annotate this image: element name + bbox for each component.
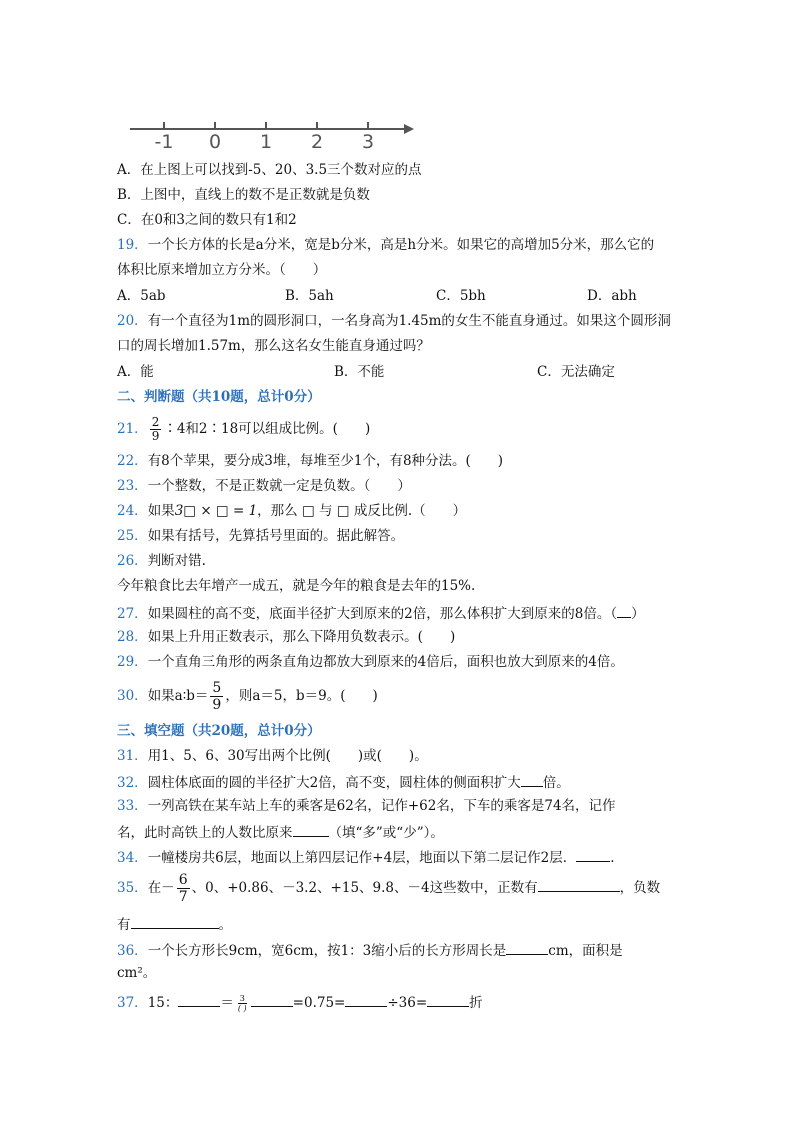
q24 — [117, 502, 466, 520]
question-text: 、0、+0.86、－3.2、+15、9.8、－4这些数中，正数有 — [191, 880, 538, 896]
q27: 27．如果圆柱的高不变，底面半径扩大到原来的2倍，那么体积扩大到原来的8倍。（ ） — [117, 603, 645, 623]
q20-line2: 口的周长增加1.57m，那么这名女生能直身通过吗？ — [117, 338, 430, 354]
question-text: 有一个直径为1m的圆形洞口，一名身高为1.45m的女生不能直身通过。如果这个圆形洞 — [147, 313, 671, 329]
q26-line2: 今年粮食比去年增产一成五，就是今年的粮食是去年的15%. — [117, 578, 476, 594]
question-text: ，则a＝5，b＝9。( ) — [225, 688, 378, 704]
question-text: 如果有括号，先算括号里面的。据此解答。 — [147, 528, 405, 544]
question-number: 30． — [117, 688, 148, 704]
question-number: 23． — [117, 478, 148, 494]
answer-blank[interactable] — [427, 992, 469, 1007]
q19-line1 — [117, 236, 654, 254]
section-heading-fill-in: 三、填空题（共20题，总计0分） — [117, 723, 321, 739]
q36-line1: 36．一个长方形长9cm，宽6cm，按1：3缩小后的长方形周长是 cm，面积是 — [117, 940, 623, 960]
answer-blank[interactable] — [506, 940, 548, 955]
q19-line2: 体积比原来增加立方分米。（ ） — [117, 262, 327, 278]
q31 — [117, 747, 428, 765]
question-number: 20． — [117, 313, 148, 329]
question-text: 如果上升用正数表示，那么下降用负数表示。( ) — [147, 629, 456, 645]
q33-line2: 名，此时高铁上的人数比原来 （填“多”或“少”）。 — [117, 822, 444, 842]
answer-blank[interactable] — [617, 603, 631, 618]
q25 — [117, 527, 404, 545]
q35-line1: 35．在－ $\frac{6}{7}$ 、0、+0.86、－3.2、+15、9.8、－4这些数中，正数有 ，负数 — [117, 872, 661, 905]
q18-option-b: B．上图中，直线上的数不是正数就是负数 — [117, 187, 370, 203]
fraction: $\frac{2}{9}$ — [151, 415, 160, 443]
q36-line2: cm²。 — [117, 965, 157, 981]
q20-option-a: A．能 — [117, 364, 154, 380]
q34: 34．一幢楼房共6层，地面以上第四层记作+4层，地面以下第二层记作2层． . — [117, 847, 615, 867]
q29 — [117, 653, 624, 671]
answer-blank[interactable] — [521, 772, 543, 787]
answer-blank[interactable] — [251, 992, 293, 1007]
answer-blank[interactable] — [293, 822, 329, 837]
question-number: 32． — [117, 775, 148, 791]
question-number: 31． — [117, 748, 148, 764]
question-text: 如果圆柱的高不变，底面半径扩大到原来的2倍，那么体积扩大到原来的8倍。（ — [147, 606, 618, 622]
question-text: 有8个苹果，要分成3堆，每堆至少1个，有8种分法。( ) — [147, 453, 504, 469]
tick-label: 3 — [361, 131, 375, 150]
question-text: 一个直角三角形的两条直角边都放大到原来的4倍后，面积也放大到原来的4倍。 — [147, 654, 624, 670]
question-text: 一列高铁在某车站上车的乘客是62名，记作+62名，下车的乘客是74名，记作 — [147, 798, 616, 814]
q28 — [117, 628, 455, 646]
fraction: $\frac{5}{9}$ — [212, 680, 222, 713]
number-line-arrow — [404, 124, 414, 134]
fraction: $\frac{3}{( )}$ — [237, 994, 247, 1013]
answer-blank[interactable] — [345, 992, 387, 1007]
question-number: 28． — [117, 629, 148, 645]
question-number: 22． — [117, 453, 148, 469]
q19-option-b: B．5ah — [285, 288, 334, 304]
tick-label: -1 — [154, 131, 174, 150]
question-number: 24． — [117, 503, 148, 519]
math-expression: 3□ × □ = 1 — [174, 503, 258, 519]
q20-line1 — [117, 312, 671, 330]
q22 — [117, 452, 503, 470]
question-text: 如果a∶b＝ — [147, 688, 209, 704]
answer-blank[interactable] — [178, 992, 220, 1007]
tick-label: 1 — [259, 131, 273, 150]
question-number: 27． — [117, 606, 148, 622]
question-text: 如果 — [147, 503, 175, 519]
answer-blank[interactable] — [538, 877, 620, 892]
q18-option-c: C．在0和3之间的数只有1和2 — [117, 212, 297, 228]
question-number: 21． — [117, 421, 148, 437]
q19-option-c: C．5bh — [436, 288, 486, 304]
q20-option-b: B．不能 — [334, 364, 385, 380]
question-number: 33． — [117, 798, 148, 814]
number-line-figure — [118, 108, 418, 150]
section-heading-judgement: 二、判断题（共10题，总计0分） — [117, 389, 321, 405]
answer-blank[interactable] — [576, 847, 610, 862]
q37: 37．15： ＝ $\frac{3}{( )}$ =0.75= ÷36= 折 — [117, 994, 483, 1013]
question-number: 29． — [117, 654, 148, 670]
question-text: 判断对错. — [147, 553, 206, 569]
question-number: 37． — [117, 995, 148, 1011]
q18-option-a: A．在上图上可以找到-5、20、3.5三个数对应的点 — [117, 162, 422, 178]
question-text: 一个整数，不是正数就一定是负数。（ ） — [147, 478, 411, 494]
tick-label: 0 — [208, 131, 222, 150]
question-text: ∶4和2∶18可以组成比例。( ) — [163, 421, 371, 437]
question-number: 36． — [117, 943, 148, 959]
question-number: 25． — [117, 528, 148, 544]
q23 — [117, 477, 411, 495]
tick-label: 2 — [310, 131, 324, 150]
q35-line2: 有 。 — [117, 914, 232, 934]
q20-option-c: C．无法确定 — [537, 364, 615, 380]
q19-option-d: D．abh — [587, 288, 637, 304]
question-text: 一个长方形长9cm，宽6cm，按1：3缩小后的长方形周长是 — [147, 943, 507, 959]
question-text: 一个长方体的长是a分米，宽是b分米，高是h分米。如果它的高增加5分米，那么它的 — [147, 237, 655, 253]
q33-line1 — [117, 797, 616, 815]
answer-blank[interactable] — [131, 914, 219, 929]
q32: 32．圆柱体底面的圆的半径扩大2倍，高不变，圆柱体的侧面积扩大 倍。 — [117, 772, 570, 792]
q21 — [117, 414, 370, 444]
question-number: 34． — [117, 850, 148, 866]
question-number: 26． — [117, 553, 148, 569]
question-text: ，那么 □ 与 □ 成反比例.（ ） — [257, 503, 467, 519]
number-line-svg — [118, 108, 418, 150]
question-text: 在－ — [147, 880, 175, 896]
question-text: 圆柱体底面的圆的半径扩大2倍，高不变，圆柱体的侧面积扩大 — [147, 775, 521, 791]
question-text: 用1、5、6、30写出两个比例( )或( )。 — [147, 748, 428, 764]
question-number: 19． — [117, 237, 148, 253]
q26 — [117, 552, 206, 570]
fraction: $\frac{6}{7}$ — [178, 872, 188, 905]
q30 — [117, 680, 378, 713]
question-number: 35． — [117, 880, 148, 896]
q19-option-a: A．5ab — [117, 288, 166, 304]
question-text: 一幢楼房共6层，地面以上第四层记作+4层，地面以下第二层记作2层． — [147, 850, 577, 866]
